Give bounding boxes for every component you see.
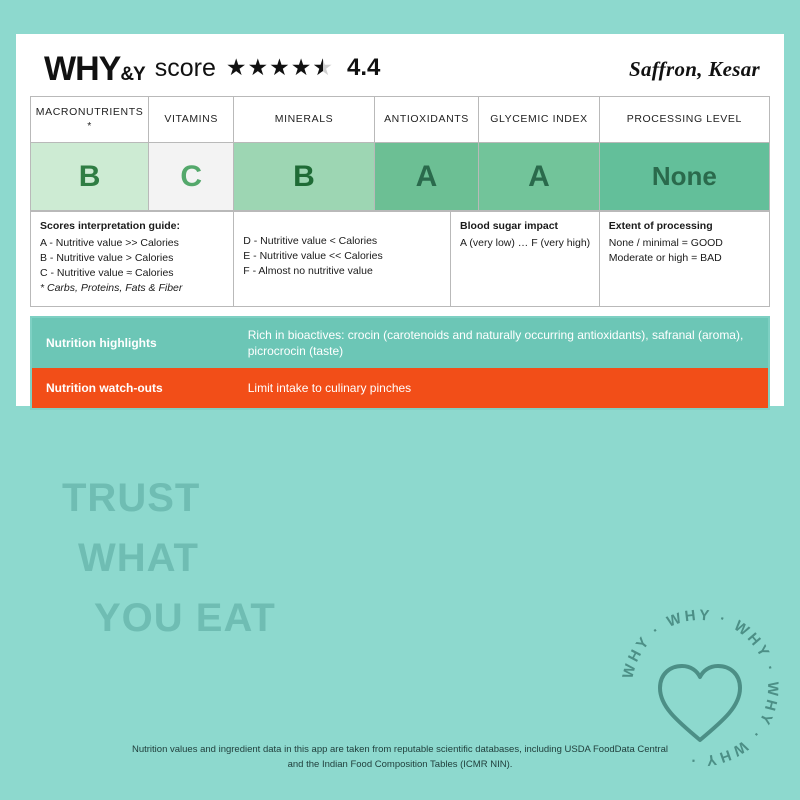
nutrition-watchouts-row [32,368,768,408]
star-icon: ★ [247,54,269,80]
processing-good: None / minimal = GOOD [608,236,723,249]
column-header: MINERALS [234,97,374,143]
heart-icon [660,666,740,740]
processing-note [600,212,770,306]
column-minerals [234,97,375,212]
slogan-line-1: TRUST [62,476,201,520]
slogan-line-2: WHAT [78,536,199,580]
slogan [62,468,276,648]
grade-glycemic-index: A [479,143,599,211]
blood-sugar-title: Blood sugar impact [460,220,559,232]
column-processing-level [600,97,770,212]
badge-ring-text: WHY · WHY · WHY · WHY · WHY · [619,606,782,770]
grade-macronutrients: B [31,143,148,211]
column-header: ANTIOXIDANTS [375,97,478,143]
guide-line-f: F - Almost no nutritive value [243,264,373,277]
nutrition-score-card [16,34,784,406]
brand-why: WHY [44,50,121,88]
column-header: GLYCEMIC INDEX [479,97,599,143]
why-heart-badge [610,598,790,778]
column-macronutrients [30,97,149,212]
brand-row [44,52,380,86]
food-name: Saffron, Kesar [628,57,760,81]
processing-bad: Moderate or high = BAD [608,251,722,264]
footer-line-2: and the Indian Food Composition Tables (ICMR NIN). [287,758,513,770]
guide-line-d: D - Nutritive value < Calories [243,234,378,247]
score-word: score [154,53,216,82]
guide-line-c: C - Nutritive value ≈ Calories [40,266,174,279]
guide-line-e: E - Nutritive value << Calories [243,249,383,262]
footer-line-1: Nutrition values and ingredient data in this app are taken from reputable scientific databases, including USDA FoodData Central [131,743,668,755]
column-vitamins [149,97,234,212]
star-icon: ★ [225,54,247,80]
star-rating [226,56,333,82]
guide-left [30,212,234,306]
guide-right [234,212,451,306]
column-header: PROCESSING LEVEL [600,97,769,143]
score-grid [30,96,770,212]
column-antioxidants [375,97,479,212]
guide-line-b: B - Nutritive value > Calories [40,251,174,264]
nutrition-highlights-row [32,318,768,368]
guide-title: Scores interpretation guide: [40,220,181,232]
grade-antioxidants: A [375,143,478,211]
grade-vitamins: C [149,143,233,211]
column-glycemic-index [479,97,600,212]
svg-text:WHY · WHY · WHY · WHY · WHY · [619,607,781,769]
score-value: 4.4 [347,54,381,81]
slogan-line-3: YOU EAT [94,596,276,640]
brand-amp: &Y [120,64,145,85]
nutrition-highlights-text: Rich in bioactives: crocin (carotenoids and naturally occurring antioxidants), safranal (aroma), picrocrocin (taste) [242,318,768,368]
star-icon: ★ [269,54,290,80]
interpretation-notes [30,212,770,307]
column-header: MACRONUTRIENTS * [31,97,148,143]
guide-line-a: A - Nutritive value >> Calories [40,236,179,249]
blood-sugar-text: A (very low) … F (very high) [460,236,591,249]
blood-sugar-note [451,212,600,306]
star-half-icon: ★ ★ [312,56,333,79]
nutrition-watchouts-text: Limit intake to culinary pinches [242,368,768,408]
card-header [30,48,770,96]
processing-title: Extent of processing [608,220,713,232]
column-header: VITAMINS [149,97,233,143]
highlights-block [30,316,770,410]
grade-minerals: B [234,143,374,211]
nutrition-highlights-label: Nutrition highlights [32,318,242,368]
star-icon: ★ [290,54,312,80]
guide-footnote: * Carbs, Proteins, Fats & Fiber [40,281,183,294]
grade-processing-level: None [600,143,769,211]
nutrition-watchouts-label: Nutrition watch-outs [46,381,163,396]
brand-logo [44,52,145,86]
